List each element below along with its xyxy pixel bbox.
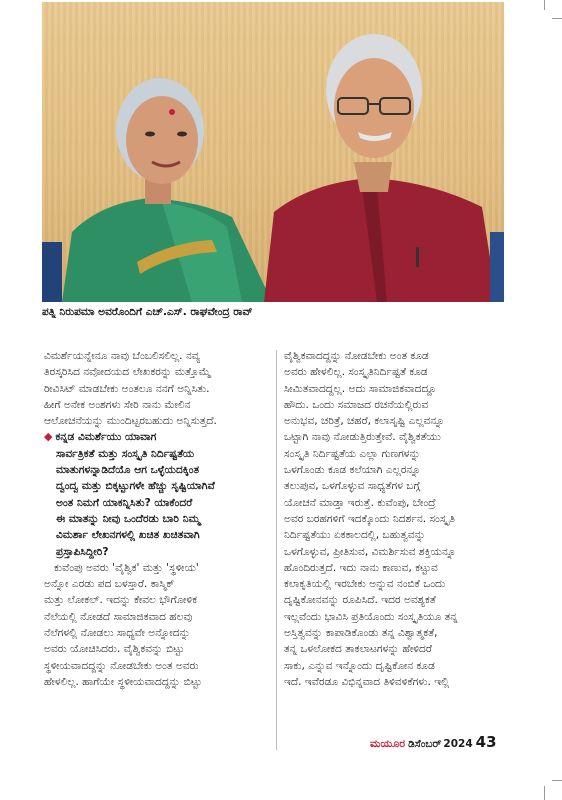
question-line: ಅಂತ ನಿಮಗೆ ಯಾಕನ್ನಿಸಿತು? ಯಾಕೆಂದರೆ [56,496,193,509]
question-line: ದ್ವಂದ್ವ ಮತ್ತು ಬಿಕ್ಕಟ್ಟುಗಳೇ ಹೆಚ್ಚು ಸೃಷ್ಟಿಯಾಗಿವೆ [56,480,215,493]
crop-mark [552,18,562,19]
text-line: ಒಟ್ಟಾಗಿ ನಾವು ನೋಡುತ್ತಿರುತ್ತೇವೆ. ವೈಶ್ವಿಕತೆಯು [284,431,441,444]
text-line: ಅಸ್ತಿತ್ವವನ್ನು ಕಾಪಾಡಿಕೊಂಡು ತನ್ನ ವಿಶ್ವಾತ್ಮಕತೆ, [284,627,438,640]
text-line: ದೃಷ್ಟಿಕೋನವನ್ನು ರೂಪಿಸಿದೆ. ಇದರ ಅವಶ್ಯಕತೆ [284,594,436,607]
question-heading [44,429,264,445]
text-line: ಮತ್ತು ಲೋಕಲ್. ಇದನ್ನು ಕೇವಲ ಭೌಗೋಳಿಕ [44,594,197,607]
question-line: ವಿಮರ್ಶಾ ಲೇಖನಗಳಲ್ಲಿ ಖಚಿತ ಖಚಿತವಾಗಿ [56,529,200,542]
text-line: ಸಂಸ್ಕೃತಿ ನಿರ್ದಿಷ್ಟತೆಯ ಎಲ್ಲಾ ಗುಣಗಳನ್ನು [284,447,421,460]
question-line: ಮಾತುಗಳನ್ನಾಡಿದೆಯೊ ಆಗ ಒಳ್ಳೆಯದಕ್ಕಿಂತ [56,464,200,477]
text-line: ಅನ್ನೋ ಎರಡು ಪದ ಬಳಸ್ತಾರೆ. ಕಾಸ್ಮಿಕ್ [44,578,175,591]
crop-mark [544,786,545,800]
question-line: ಸಾರ್ವತ್ರಿಕತೆ ಮತ್ತು ಸಂಸ್ಕೃತಿ ನಿರ್ದಿಷ್ಟತೆಯ [56,447,195,460]
text-line: ತಿರಸ್ಕರಿಸಿದ ನವೋದಯದ ಲೇಖಕರನ್ನು ಮತ್ತೊಮ್ಮೆ [44,366,211,379]
text-line: ನೆಲೆಯಲ್ಲಿ ನೋಡದೆ ಸಾಮಾಜಿಕವಾದ ಹಲವು [44,610,193,623]
text-line: ಹೇಳಲಿಲ್ಲ. ಹಾಗೆಯೇ ಸ್ಥಳೀಯವಾದದ್ದನ್ನು ಬಿಟ್ಟು [44,675,202,688]
text-line: ಕಲಾಕೃತಿಯಲ್ಲಿ ಇರಬೇಕು ಅನ್ನುವ ನಂಬಿಕೆ ಒಂದು [284,578,446,591]
text-line: ಅವರ ಬರಹಗಳಿಗೆ ಇದಕ್ಕೊಂದು ನಿದರ್ಶನ. ಸಂಸ್ಕೃತಿ [284,512,455,525]
text-line: ನೆಲೆಗಳಲ್ಲಿ ನೋಡಲು ಸಾಧ್ಯವೇ ಅನ್ನೋದನ್ನು [44,627,191,640]
issue-month: ಡಿಸೆಂಬರ್ [408,738,442,750]
text-line: ಸ್ಥಳೀಯವಾದದ್ದನ್ನು ನೋಡಬೇಕು ಅಂತ ಅವರು [44,659,199,672]
text-line: ಇದೆ. ಇವೆರಡೂ ವಿಭಿನ್ನವಾದ ತಿಳಿವಳಿಕೆಗಳು. ಇಲ್ಲಿ [284,675,450,688]
text-line: ಆಲೋಚನೆಯನ್ನು ಮುಂದಿಟ್ಟರಬಹುದು ಅನ್ನಿಸುತ್ತದೆ. [44,415,217,428]
text-line: ಅನುಭವ, ಚರಿತ್ರೆ, ಚಹರೆ, ಕಲಾಸೃಷ್ಟಿ ಎಲ್ಲವನ್ನೂ [284,415,445,428]
page-footer [370,732,510,752]
text-line: ವೈಶ್ವಿಕವಾದದ್ದನ್ನು ನೋಡಬೇಕು ಅಂತ ಕೂಡ [284,350,429,362]
text-line: ರೀವಿಸಿಟ್ ಮಾಡಬೇಕು ಅಂತಲೂ ನನಗೆ ಅನ್ನಿಸಿತು. [44,382,210,395]
question-line: ಈ ಮಾತನ್ನು ನೀವು ಒಂದೆರಡು ಬಾರಿ ನಿಮ್ಮ [56,512,201,525]
text-line: ಅವರು ಯೋಚಿಸಿದರು. ವೈಶ್ವಿಕವನ್ನು ಬಿಟ್ಟು [44,643,185,656]
diamond-bullet-icon: ◆ [44,430,53,444]
text-line: ಸಾಕು, ಎನ್ನುವ ಇನ್ನೊಂದು ದೃಷ್ಟಿಕೋನ ಕೂಡ [284,659,435,672]
question-heading-text: ಕನ್ನಡ ವಿಮರ್ಶೆಯು ಯಾವಾಗ [55,431,157,444]
text-line: ಅವರು ಹೇಳಲಿಲ್ಲ. ಸಂಸ್ಕೃತಿನಿರ್ದಿಷ್ಟತೆ ಕೂಡ [284,366,428,379]
left-column [44,348,264,690]
intro-paragraph [44,348,264,429]
right-column [284,348,506,690]
text-line: ಹೊಂದಿರುತ್ತದೆ. ಇದು ನಾನು ಕಾಣುವ, ಕಟ್ಟುವ [284,561,438,574]
text-line: ಒಳಗೊಳ್ಳುವ, ಪ್ರೀತಿಸುವ, ವಿಮರ್ಶಿಸುವ ಶಕ್ತಿಯನ್ನೂ [284,545,457,558]
text-line: ಕುವೆಂಪು ಅವರು 'ವೈಶ್ವಿಕ' ಮತ್ತು 'ಸ್ಥಳೀಯ' [54,561,199,574]
text-line: ಹೌದು. ಒಂದು ಸಮಾಜದ ರಚನೆಯಲ್ಲಿರುವ [284,398,429,411]
text-line: ವಿಮರ್ಶೆಯನ್ನೇನೂ ನಾವು ಬೆಂಬಲಿಸಲಿಲ್ಲ. ನವ್ಯ [44,350,201,362]
interview-question [44,429,264,559]
text-line: ತನ್ನ ಒಳಲೋಕದ ತಾಕಲಾಟಗಳನ್ನು ಹೇಳಿದರೆ [284,643,432,656]
text-line: ಇಲ್ಲವೆಂದು ಭಾವಿಸಿ ಪ್ರತಿಯೊಂದು ಸಂಸ್ಕೃತಿಯೂ ತನ್ನ [284,610,458,623]
text-line: ಸೀಮಿತವಾದದ್ದಲ್ಲ. ಅದು ಸಾಮಾಜಿಕವಾದದ್ದೂ [284,382,437,395]
text-line: ಹೀಗೆ ಅನೇಕ ಅಂಶಗಳು ಸೇರಿ ನಾನು ಮೇಲಿನ [44,398,191,411]
column-divider [276,350,277,750]
answer-paragraph [44,560,264,690]
text-line: ತಲುಪುವ, ಒಳಗೊಳ್ಳುವ ಸಾಧ್ಯತೆಗಳ ಬಗ್ಗೆ [284,480,421,493]
issue-year: 2024 [443,738,473,750]
crop-mark [552,780,562,781]
page-number: 43 [475,733,497,751]
article-photo [42,2,504,302]
question-line: ಪ್ರಸ್ತಾಪಿಸಿದ್ದೀರಿ? [56,545,109,558]
photo-caption: ಪತ್ನಿ ನಿರುಪಮಾ ಅವರೊಂದಿಗೆ ಎಚ್.ಎಸ್. ರಾಘವೇಂದ್ರ ರಾವ್ [42,306,253,318]
magazine-logo: ಮಯೂರ [370,737,406,750]
text-line: ಒಳಗೊಂಡು ಕೂಡ ಕಲೆಯಾಗಿ ಎಲ್ಲರನ್ನೂ [284,464,421,477]
text-line: ನಿರ್ದಿಷ್ಟತೆಯು ಏಕಕಾಲದಲ್ಲಿ, ಬಹುತ್ವವನ್ನು [284,529,426,542]
text-line: ಯೋಚನೆ ಮಾಡ್ತಾ ಇರುತ್ತೆ. ಕುವೆಂಪು, ಬೇಂದ್ರೆ [284,496,436,509]
crop-mark [544,0,545,10]
couple-illustration [42,2,504,302]
